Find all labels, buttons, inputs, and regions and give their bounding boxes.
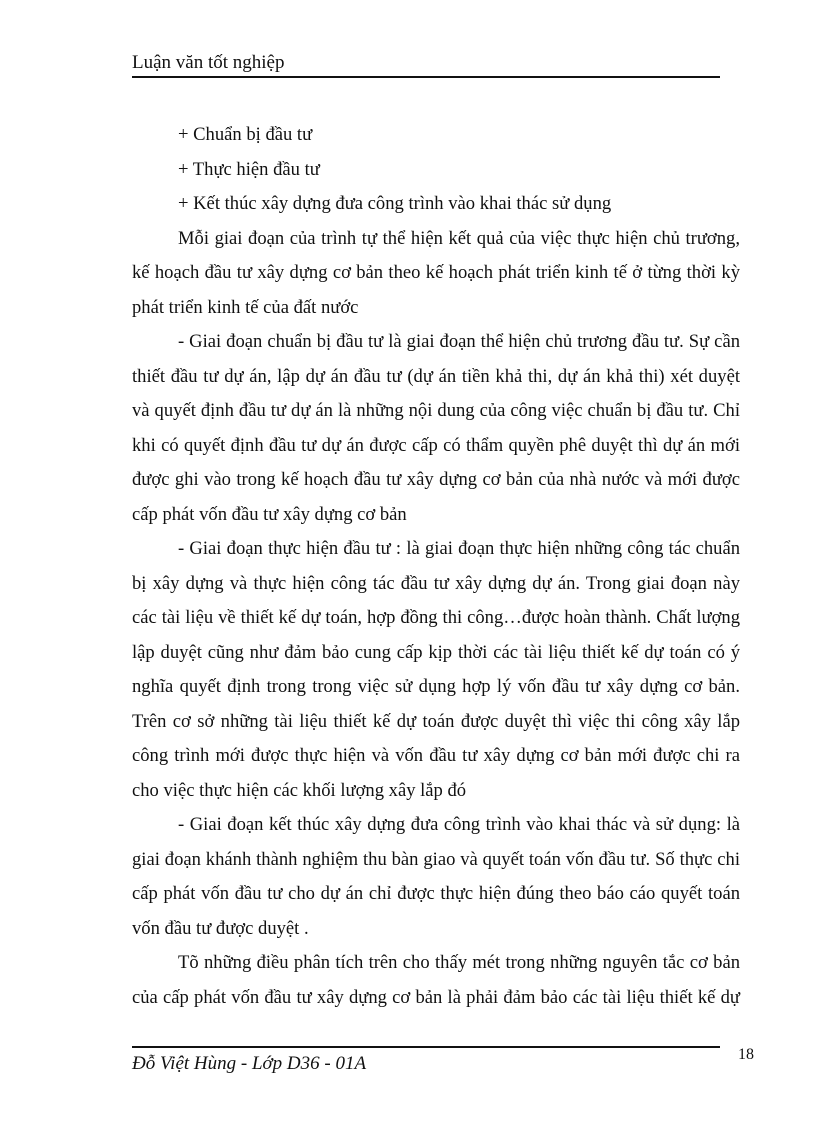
paragraph-line: kế hoạch đầu tư xây dựng cơ bản theo kế hoạch phát triển kinh tế ở từng thời kỳ xyxy=(132,262,740,283)
paragraph-last-line: cho việc thực hiện các khối lượng xây lắp đó xyxy=(132,779,467,801)
paragraph-first-line: Mỗi giai đoạn của trình tự thể hiện kết quả của việc thực hiện chủ trương, xyxy=(178,227,740,249)
bullet-line: + Chuẩn bị đầu tư xyxy=(178,124,313,145)
paragraph-last-line: cấp phát vốn đầu tư xây dựng cơ bản xyxy=(132,503,407,525)
paragraph-line: công trình mới được thực hiện và vốn đầu tư xây dựng cơ bản mới được chi ra xyxy=(132,745,740,766)
paragraph-line: thiết đầu tư dự án, lập dự án đầu tư (dự án tiền khả thi, dự án khả thi) xét duyệt xyxy=(132,365,740,387)
paragraph-first-line: - Giai đoạn kết thúc xây dựng đưa công trình vào khai thác và sử dụng: là xyxy=(178,814,740,835)
paragraph-line: của cấp phát vốn đầu tư xây dựng cơ bản là phải đảm bảo các tài liệu thiết kế dự xyxy=(132,986,740,1008)
paragraph-line: các tài liệu về thiết kế dự toán, hợp đồng thi công…được hoàn thành. Chất lượng xyxy=(132,607,740,628)
paragraph-line: cấp phát vốn đầu tư cho dự án chỉ được thực hiện đúng theo báo cáo quyết toán xyxy=(132,883,740,904)
paragraph-line: nghĩa quyết định trong trong việc sử dụng hợp lý vốn đầu tư xây dựng cơ bản. xyxy=(132,676,740,697)
paragraph-line: giai đoạn khánh thành nghiệm thu bàn giao và quyết toán vốn đầu tư. Số thực chi xyxy=(132,848,740,870)
footer-rule xyxy=(132,1046,720,1048)
paragraph-line: được ghi vào trong kế hoạch đầu tư xây dựng cơ bản của nhà nước và mới được xyxy=(132,469,740,490)
paragraph-first-line: - Giai đoạn chuẩn bị đầu tư là giai đoạn thể hiện chủ trương đầu tư. Sự cần xyxy=(178,331,740,352)
body-text xyxy=(132,118,740,1015)
page-number: 18 xyxy=(738,1046,754,1063)
paragraph-first-line: - Giai đoạn thực hiện đầu tư : là giai đoạn thực hiện những công tác chuẩn xyxy=(178,538,740,559)
paragraph-line: lập duyệt cũng như đảm bảo cung cấp kịp thời các tài liệu thiết kế dự toán có ý xyxy=(132,641,740,663)
footer-author: Đỗ Việt Hùng - Lớp D36 - 01A xyxy=(132,1053,367,1074)
paragraph-line: Trên cơ sở những tài liệu thiết kế dự toán được duyệt thì việc thi công xây lắp xyxy=(132,710,740,732)
paragraph-line: bị xây dựng và thực hiện công tác đầu tư xây dựng dự án. Trong giai đoạn này xyxy=(132,572,740,594)
paragraph-last-line: phát triển kinh tế của đất nước xyxy=(132,296,359,318)
paragraph-last-line: vốn đầu tư được duyệt . xyxy=(132,917,309,939)
bullet-line: + Kết thúc xây dựng đưa công trình vào khai thác sử dụng xyxy=(178,193,612,214)
paragraph-first-line: Tõ những điều phân tích trên cho thấy mét trong những nguyên tắc cơ bản xyxy=(178,952,740,973)
header-rule xyxy=(132,76,720,78)
paragraph-line: và quyết định đầu tư dự án là những nội dung của công việc chuẩn bị đầu tư. Chỉ xyxy=(132,400,740,421)
paragraph-line: khi có quyết định đầu tư dự án được cấp có thẩm quyền phê duyệt thì dự án mới xyxy=(132,434,740,456)
header-title: Luận văn tốt nghiệp xyxy=(132,52,285,73)
bullet-line: + Thực hiện đầu tư xyxy=(178,158,320,180)
